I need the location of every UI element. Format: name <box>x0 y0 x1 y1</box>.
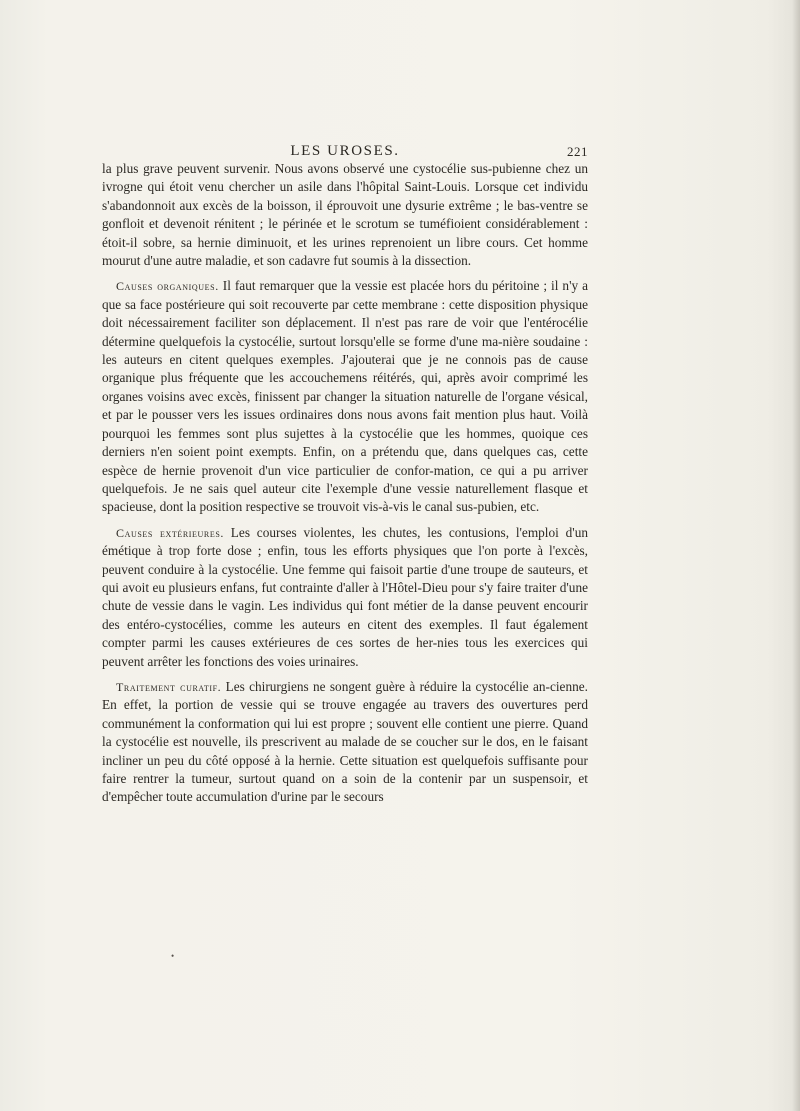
ink-speck: • <box>171 951 175 961</box>
page-header <box>102 143 588 161</box>
paragraph-traitement-curatif <box>102 678 588 807</box>
section-heading: Causes extérieures. <box>116 525 224 540</box>
paragraph-text: Les courses violentes, les chutes, les contusions, l'emploi d'un émétique à trop forte dose ; enfin, tous les efforts physiques que l'on porte à l'excès, peuvent conduire à la cystocélie. Une femme qui faisoit partie d'une troupe de sauteurs, et qui avoit eu plusieurs enfans, fut contrainte d'aller à l'Hôtel-Dieu pour s'y faire traiter d'une chute de vessie dans le vagin. Les individus qui font métier de la danse peuvent encourir des entéro-cystocélies, comme les auteurs en citent des exemples. Il faut également compter parmi les causes extérieures de ces sortes de her-nies tous les exercices qui peuvent arrêter les fonctions des voies urinaires. <box>102 524 588 669</box>
paragraph-text: Il faut remarquer que la vessie est placée hors du péritoine ; il n'y a que sa face postérieure qui soit recouverte par cette membrane : cette disposition physique doit nécessairement faciliter son déplacement. Il n'est pas rare de voir que l'entérocélie détermine quelquefois la cystocélie, surtout lorsqu'elle se forme d'une ma-nière soudaine : les auteurs en citent quelques exemples. J'ajouterai que je ne connois pas de cause organique plus fréquente que les accouchemens réitérés, qui, après avoir comprimé les organes voisins avec excès, finissent par changer la situation naturelle de l'organe vésical, et par le pousser vers les issues ordinaires dons nous avons fait mention plus haut. Voilà pourquoi les femmes sont plus sujettes à la cystocélie que les hommes, quoique ces derniers n'en soient point exempts. Enfin, on a prétendu que, dans quelques cas, cette espèce de hernie provenoit d'un vice particulier de confor-mation, ce qui a pu arriver quelquefois. Je ne sais quel auteur cite l'exemple d'une vessie naturellement flasque et spacieuse, dont la position respective se trouvoit vis-à-vis le canal sus-pubien, etc. <box>102 278 588 515</box>
paragraph-causes-organiques <box>102 277 588 516</box>
page-number: 221 <box>567 144 588 159</box>
section-heading: Traitement curatif. <box>116 679 222 694</box>
running-title: LES UROSES. <box>290 143 400 159</box>
page-edge-shadow <box>792 0 800 1111</box>
section-heading: Causes organiques. <box>116 279 219 294</box>
paragraph-text: la plus grave peuvent survenir. Nous avons observé une cystocélie sus-pubienne chez un ivrogne qui étoit venu chercher un asile dans l'hôpital Saint-Louis. Lorsque cet individu s'abandonnoit aux excès de la boisson, il éprouvoit une dysurie extrême ; le bas-ventre se gonfloit et devenoit rénitent ; le périnée et le scrotum se tuméfioient considérablement : étoit-il sobre, sa hernie diminuoit, et les urines reprenoient un libre cours. Cet homme mourut d'une autre maladie, et son cadavre fut soumis à la dissection. <box>102 161 588 269</box>
paragraph-continuation <box>102 160 588 270</box>
body-text <box>102 160 588 814</box>
paragraph-text: Les chirurgiens ne songent guère à réduire la cystocélie an-cienne. En effet, la portion de vessie qui se trouve engagée au travers des ouvertures perd communément la conformation qui lui est propre ; souvent elle contient une pierre. Quand la cystocélie est nouvelle, ils prescrivent au malade de se coucher sur le dos, en le faisant incliner un peu du côté opposé à la hernie. Cette situation est quelquefois suffisante pour faire rentrer la tumeur, surtout quand on a soin de la contenir par un suspensoir, et d'empêcher toute accumulation d'urine par le secours <box>102 678 588 805</box>
paragraph-causes-exterieures <box>102 524 588 671</box>
